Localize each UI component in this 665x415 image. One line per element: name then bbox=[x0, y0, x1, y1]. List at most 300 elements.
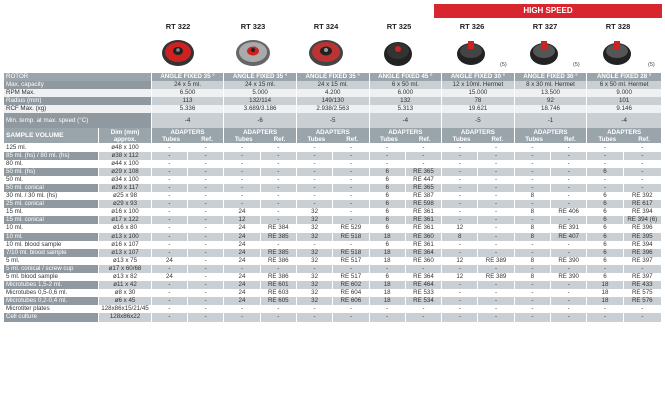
adapter-ref: - bbox=[478, 305, 514, 313]
rotor-rt324-image bbox=[307, 36, 345, 68]
tubes-count: - bbox=[224, 152, 260, 160]
sample-label: 50 ml. (hs) bbox=[4, 168, 99, 176]
tubes-count: 8 bbox=[514, 257, 550, 265]
adapter-ref: RE 605 bbox=[260, 297, 296, 305]
spec-value: 78 bbox=[442, 97, 515, 105]
tubes-count: 18 bbox=[369, 249, 405, 257]
tubes-count: - bbox=[514, 152, 550, 160]
adapter-ref: - bbox=[260, 208, 296, 216]
adapter-ref: - bbox=[260, 143, 296, 151]
spec-value: 5.000 bbox=[224, 89, 297, 97]
adapter-ref: RE 433 bbox=[623, 281, 661, 289]
sample-dimension: ø8 x 30 bbox=[99, 289, 151, 297]
tubes-count: 12 bbox=[442, 273, 478, 281]
sample-dimension: ø25 x 98 bbox=[99, 192, 151, 200]
sample-label: 125 ml. bbox=[4, 143, 99, 151]
tubes-count: - bbox=[369, 313, 405, 321]
tubes-count: 6 bbox=[587, 273, 623, 281]
tubes-count: 6 bbox=[369, 184, 405, 192]
adapter-ref: - bbox=[188, 216, 224, 224]
adapter-ref: - bbox=[405, 160, 441, 168]
adapter-ref: - bbox=[551, 297, 587, 305]
spec-label: Max. capacity bbox=[4, 81, 151, 89]
adapter-ref: - bbox=[188, 192, 224, 200]
spec-value: 19.621 bbox=[442, 105, 515, 113]
sample-row bbox=[4, 176, 662, 184]
tubes-count: 24 bbox=[151, 273, 187, 281]
tubes-count: - bbox=[296, 313, 332, 321]
tubes-count: - bbox=[296, 160, 332, 168]
sample-dimension: ø17 x 122 bbox=[99, 216, 151, 224]
adapter-ref: - bbox=[551, 176, 587, 184]
adapter-ref: RE 575 bbox=[623, 289, 661, 297]
spec-value: 12 x 10ml. Hermet bbox=[442, 81, 515, 89]
adapter-ref: - bbox=[551, 241, 587, 249]
adapter-ref: - bbox=[551, 249, 587, 257]
sample-row bbox=[4, 200, 662, 208]
tubes-count: 6 bbox=[587, 241, 623, 249]
ref-label: Ref. bbox=[638, 135, 650, 143]
sample-dimension: ø38 x 112 bbox=[99, 152, 151, 160]
sample-dimension: ø17 x 60/68 bbox=[99, 265, 151, 273]
sample-label: 80 ml. bbox=[4, 160, 99, 168]
adapter-ref: - bbox=[188, 257, 224, 265]
spec-value: -1 bbox=[514, 113, 587, 128]
adapter-ref: - bbox=[478, 200, 514, 208]
adapter-ref: RE 365 bbox=[405, 184, 441, 192]
tubes-count: - bbox=[587, 305, 623, 313]
spec-value: ANGLE FIXED 30 ° bbox=[514, 73, 587, 81]
adapter-ref: RE 361 bbox=[405, 241, 441, 249]
adapter-ref: - bbox=[478, 265, 514, 273]
spec-row bbox=[4, 81, 662, 89]
adapter-ref: - bbox=[188, 176, 224, 184]
tubes-count: - bbox=[442, 297, 478, 305]
tubes-count: - bbox=[151, 152, 187, 160]
adapter-ref: RE 396 bbox=[623, 249, 661, 257]
tubes-ref-labels bbox=[442, 136, 514, 143]
spec-label: ROTOR bbox=[4, 73, 151, 81]
tubes-count: 6 bbox=[369, 168, 405, 176]
ref-label: Ref. bbox=[418, 135, 431, 143]
tubes-count: - bbox=[151, 281, 187, 289]
tubes-label: Tubes bbox=[525, 135, 543, 143]
adapter-ref: RE 392 bbox=[623, 192, 661, 200]
tubes-count: 32 bbox=[296, 233, 332, 241]
adapter-ref: - bbox=[623, 143, 661, 151]
spec-value: 18.746 bbox=[514, 105, 587, 113]
sample-dimension: ø6 x 45 bbox=[99, 297, 151, 305]
spec-value: -5 bbox=[442, 113, 515, 128]
tubes-count: 18 bbox=[587, 281, 623, 289]
sample-label: 10 ml. bbox=[4, 233, 99, 241]
spec-value: -4 bbox=[151, 113, 224, 128]
tubes-count: - bbox=[369, 265, 405, 273]
tubes-count: 18 bbox=[369, 257, 405, 265]
tubes-count: - bbox=[442, 184, 478, 192]
tubes-count: - bbox=[442, 192, 478, 200]
tubes-count: - bbox=[587, 143, 623, 151]
adapter-ref: RE 390 bbox=[551, 273, 587, 281]
sample-row bbox=[4, 297, 662, 305]
tubes-count: 6 bbox=[369, 200, 405, 208]
adapter-ref: - bbox=[188, 241, 224, 249]
tubes-count: - bbox=[514, 143, 550, 151]
ref-label: Ref. bbox=[273, 135, 286, 143]
tubes-count: 6 bbox=[587, 224, 623, 232]
sample-dimension: 128x86x22 bbox=[99, 313, 151, 321]
tubes-count: - bbox=[514, 200, 550, 208]
adapter-ref: RE 394 bbox=[623, 241, 661, 249]
tubes-count: 6 bbox=[369, 224, 405, 232]
spec-value: -6 bbox=[224, 113, 297, 128]
adapter-ref: - bbox=[478, 216, 514, 224]
sample-volume-header bbox=[4, 128, 662, 143]
adapter-ref: RE 518 bbox=[333, 233, 369, 241]
spec-label: RPM Max. bbox=[4, 89, 151, 97]
sample-dimension: ø13 x 82 bbox=[99, 273, 151, 281]
tubes-count: - bbox=[224, 160, 260, 168]
tubes-count: - bbox=[587, 152, 623, 160]
rotor-rt325-image bbox=[381, 36, 415, 68]
sample-row bbox=[4, 224, 662, 232]
adapters-header bbox=[296, 128, 369, 143]
adapter-ref: RE 601 bbox=[260, 281, 296, 289]
tubes-count: - bbox=[151, 289, 187, 297]
tubes-count: - bbox=[442, 289, 478, 297]
tubes-label: Tubes bbox=[162, 135, 181, 143]
tubes-count: - bbox=[224, 143, 260, 151]
adapter-ref: - bbox=[551, 305, 587, 313]
spec-value: 149/130 bbox=[296, 97, 369, 105]
sample-dimension: ø13 x 100 bbox=[99, 233, 151, 241]
tubes-count: - bbox=[151, 168, 187, 176]
sample-row bbox=[4, 168, 662, 176]
sample-row bbox=[4, 152, 662, 160]
adapter-ref: - bbox=[623, 265, 661, 273]
adapters-label: ADAPTERS bbox=[607, 128, 642, 136]
ref-label: Ref. bbox=[491, 135, 504, 143]
tubes-count: 24 bbox=[224, 241, 260, 249]
ref-label: Ref. bbox=[201, 135, 213, 143]
sample-row bbox=[4, 192, 662, 200]
tubes-count: 6 bbox=[587, 249, 623, 257]
model-footnote: (5) bbox=[500, 62, 507, 68]
sample-row bbox=[4, 305, 662, 313]
spec-row bbox=[4, 89, 662, 97]
tubes-count: - bbox=[296, 192, 332, 200]
adapter-ref: - bbox=[478, 313, 514, 321]
adapters-header bbox=[514, 128, 587, 143]
adapter-ref: RE 397 bbox=[623, 257, 661, 265]
model-name: RT 323 bbox=[240, 22, 266, 31]
ref-label: Ref. bbox=[564, 135, 576, 143]
adapter-ref: - bbox=[188, 313, 224, 321]
tubes-count: 24 bbox=[224, 289, 260, 297]
spec-value: 101 bbox=[587, 97, 662, 105]
tubes-count: 24 bbox=[224, 233, 260, 241]
tubes-count: 32 bbox=[296, 224, 332, 232]
sample-dimension: ø29 x 117 bbox=[99, 184, 151, 192]
tubes-count: - bbox=[296, 152, 332, 160]
sample-row bbox=[4, 249, 662, 257]
adapter-ref: - bbox=[405, 152, 441, 160]
spec-row bbox=[4, 73, 662, 81]
adapter-ref: - bbox=[333, 241, 369, 249]
rotor-rt328-image bbox=[600, 36, 634, 68]
adapters-header bbox=[442, 128, 515, 143]
tubes-count: 6 bbox=[587, 233, 623, 241]
sample-dimension: ø16 x 100 bbox=[99, 208, 151, 216]
model-name: RT 324 bbox=[313, 22, 339, 31]
adapter-ref: - bbox=[551, 160, 587, 168]
tubes-count: - bbox=[296, 200, 332, 208]
sample-row bbox=[4, 273, 662, 281]
sample-row bbox=[4, 160, 662, 168]
tubes-count: - bbox=[442, 143, 478, 151]
tubes-count: - bbox=[514, 249, 550, 257]
tubes-count: 18 bbox=[369, 297, 405, 305]
tubes-count: 24 bbox=[151, 257, 187, 265]
spec-label: RCF Max. (xg) bbox=[4, 105, 151, 113]
tubes-count: - bbox=[587, 184, 623, 192]
spec-row bbox=[4, 105, 662, 113]
sample-dimension: ø29 x 108 bbox=[99, 168, 151, 176]
sample-label: Microtubes 1,5-2 ml. bbox=[4, 281, 99, 289]
adapter-ref: - bbox=[478, 224, 514, 232]
tubes-count: - bbox=[224, 168, 260, 176]
model-name: RT 322 bbox=[165, 22, 191, 31]
adapter-ref: RE 389 bbox=[478, 257, 514, 265]
tubes-count: - bbox=[224, 305, 260, 313]
tubes-count: - bbox=[151, 297, 187, 305]
tubes-count: 32 bbox=[296, 281, 332, 289]
sample-row bbox=[4, 281, 662, 289]
tubes-count: - bbox=[442, 241, 478, 249]
adapter-ref: - bbox=[478, 208, 514, 216]
adapter-ref: - bbox=[260, 152, 296, 160]
adapter-ref: - bbox=[478, 289, 514, 297]
adapter-ref: RE 386 bbox=[260, 257, 296, 265]
sample-dimension: ø29 x 93 bbox=[99, 200, 151, 208]
adapter-ref: RE 391 bbox=[551, 224, 587, 232]
adapter-ref: - bbox=[623, 160, 661, 168]
spec-value: ANGLE FIXED 35 ° bbox=[224, 73, 297, 81]
tubes-count: - bbox=[151, 233, 187, 241]
tubes-count: 18 bbox=[587, 289, 623, 297]
sample-dimension: ø13 x 107 bbox=[99, 249, 151, 257]
tubes-count: - bbox=[151, 208, 187, 216]
sample-dimension: ø11 x 42 bbox=[99, 281, 151, 289]
spec-value: 9.146 bbox=[587, 105, 662, 113]
adapter-ref: - bbox=[333, 160, 369, 168]
adapter-ref: - bbox=[188, 233, 224, 241]
adapter-ref: - bbox=[188, 265, 224, 273]
adapter-ref: - bbox=[188, 160, 224, 168]
adapter-ref: - bbox=[333, 152, 369, 160]
adapter-ref: - bbox=[333, 143, 369, 151]
adapter-ref: - bbox=[551, 192, 587, 200]
adapter-ref: - bbox=[623, 176, 661, 184]
adapter-ref: - bbox=[333, 305, 369, 313]
adapter-ref: - bbox=[551, 152, 587, 160]
spec-value: 5.336 bbox=[151, 105, 224, 113]
sample-label: 7/10 ml. blood sample bbox=[4, 249, 99, 257]
adapter-ref: RE 396 bbox=[623, 224, 661, 232]
spec-value: 24 x 15 ml. bbox=[296, 81, 369, 89]
tubes-count: 24 bbox=[224, 224, 260, 232]
sample-dimension: ø16 x 80 bbox=[99, 224, 151, 232]
spec-value: 2.938/2.563 bbox=[296, 105, 369, 113]
tubes-count: 6 bbox=[369, 176, 405, 184]
adapter-ref: RE 361 bbox=[405, 208, 441, 216]
tubes-count: - bbox=[442, 208, 478, 216]
adapter-ref: - bbox=[478, 241, 514, 249]
adapter-ref: - bbox=[260, 216, 296, 224]
adapter-ref: - bbox=[551, 200, 587, 208]
tubes-count: - bbox=[151, 184, 187, 192]
adapter-ref: - bbox=[333, 192, 369, 200]
adapter-ref: - bbox=[551, 265, 587, 273]
spec-value: 113 bbox=[151, 97, 224, 105]
adapter-ref: - bbox=[478, 160, 514, 168]
adapter-ref: RE 517 bbox=[333, 273, 369, 281]
sample-row bbox=[4, 265, 662, 273]
adapter-ref: RE 384 bbox=[260, 224, 296, 232]
tubes-count: - bbox=[587, 313, 623, 321]
tubes-count: - bbox=[442, 249, 478, 257]
tubes-count: 6 bbox=[369, 192, 405, 200]
tubes-count: - bbox=[151, 305, 187, 313]
adapter-ref: RE 447 bbox=[405, 176, 441, 184]
tubes-count: 32 bbox=[296, 273, 332, 281]
adapter-ref: - bbox=[188, 184, 224, 192]
adapter-ref: - bbox=[551, 289, 587, 297]
tubes-count: 32 bbox=[296, 216, 332, 224]
spec-value: 13.500 bbox=[514, 89, 587, 97]
adapter-ref: RE 617 bbox=[623, 200, 661, 208]
tubes-count: - bbox=[369, 143, 405, 151]
adapter-ref: - bbox=[623, 152, 661, 160]
sample-label: 5 ml. conical / screw cup bbox=[4, 265, 99, 273]
adapter-ref: - bbox=[333, 184, 369, 192]
tubes-count: 24 bbox=[224, 273, 260, 281]
adapters-label: ADAPTERS bbox=[170, 128, 205, 136]
adapter-ref: RE 529 bbox=[333, 224, 369, 232]
adapter-ref: RE 360 bbox=[405, 233, 441, 241]
adapter-ref: - bbox=[260, 192, 296, 200]
tubes-count: - bbox=[296, 184, 332, 192]
tubes-count: 32 bbox=[296, 208, 332, 216]
spec-label: Radius (mm) bbox=[4, 97, 151, 105]
tubes-count: 18 bbox=[369, 281, 405, 289]
adapter-ref: - bbox=[623, 168, 661, 176]
adapter-ref: - bbox=[478, 168, 514, 176]
adapter-ref: - bbox=[478, 297, 514, 305]
tubes-count: - bbox=[151, 241, 187, 249]
adapter-ref: - bbox=[478, 152, 514, 160]
adapter-ref: - bbox=[405, 265, 441, 273]
adapter-ref: - bbox=[333, 176, 369, 184]
adapter-ref: - bbox=[260, 313, 296, 321]
adapter-ref: RE 603 bbox=[260, 289, 296, 297]
tubes-count: - bbox=[442, 176, 478, 184]
sample-row bbox=[4, 257, 662, 265]
sample-label: 30 ml. / 30 ml. (hs) bbox=[4, 192, 99, 200]
tubes-count: 12 bbox=[442, 257, 478, 265]
sample-row bbox=[4, 208, 662, 216]
tubes-count: 6 bbox=[587, 168, 623, 176]
tubes-count: - bbox=[514, 281, 550, 289]
adapter-ref: RE 385 bbox=[260, 249, 296, 257]
adapter-ref: RE 397 bbox=[623, 273, 661, 281]
sample-label: 5 ml. bbox=[4, 257, 99, 265]
adapters-label: ADAPTERS bbox=[388, 128, 423, 136]
sample-row bbox=[4, 241, 662, 249]
tubes-count: 8 bbox=[442, 233, 478, 241]
sample-row bbox=[4, 184, 662, 192]
tubes-count: - bbox=[151, 249, 187, 257]
sample-row bbox=[4, 313, 662, 321]
adapter-ref: RE 394 (6) bbox=[623, 216, 661, 224]
sample-volume-title: SAMPLE VOLUME bbox=[4, 128, 99, 143]
sample-dimension: ø48 x 100 bbox=[99, 143, 151, 151]
adapter-ref: - bbox=[478, 281, 514, 289]
sample-label: 50 ml. conical bbox=[4, 184, 99, 192]
spec-value: 9.000 bbox=[587, 89, 662, 97]
tubes-count: - bbox=[442, 168, 478, 176]
adapter-ref: - bbox=[260, 305, 296, 313]
sample-label: 50 ml. bbox=[4, 176, 99, 184]
spec-value: ANGLE FIXED 28 ° bbox=[587, 73, 662, 81]
spec-value: -5 bbox=[296, 113, 369, 128]
adapter-ref: - bbox=[478, 192, 514, 200]
tubes-count: - bbox=[151, 313, 187, 321]
spec-value: 132/114 bbox=[224, 97, 297, 105]
tubes-count: 6 bbox=[587, 257, 623, 265]
tubes-count: 6 bbox=[369, 273, 405, 281]
model-footnote: (5) bbox=[573, 62, 580, 68]
tubes-count: - bbox=[224, 176, 260, 184]
adapter-ref: RE 389 bbox=[478, 273, 514, 281]
tubes-count: - bbox=[514, 289, 550, 297]
spec-value: ANGLE FIXED 35 ° bbox=[296, 73, 369, 81]
spec-value: -4 bbox=[587, 113, 662, 128]
adapters-header bbox=[151, 128, 224, 143]
tubes-count: 12 bbox=[224, 216, 260, 224]
tubes-label: Tubes bbox=[380, 135, 398, 143]
sample-row bbox=[4, 216, 662, 224]
adapter-ref: RE 534 bbox=[405, 297, 441, 305]
sample-label: 15 ml. bbox=[4, 208, 99, 216]
sample-row bbox=[4, 289, 662, 297]
adapter-ref: - bbox=[478, 176, 514, 184]
adapter-ref: - bbox=[551, 143, 587, 151]
sample-label: 5 ml. blood sample bbox=[4, 273, 99, 281]
tubes-ref-labels bbox=[587, 136, 661, 143]
tubes-label: Tubes bbox=[307, 135, 326, 143]
tubes-count: - bbox=[442, 281, 478, 289]
tubes-count: 6 bbox=[369, 241, 405, 249]
adapter-ref: - bbox=[188, 200, 224, 208]
tubes-count: 18 bbox=[369, 233, 405, 241]
tubes-count: - bbox=[442, 200, 478, 208]
ref-label: Ref. bbox=[346, 135, 358, 143]
spec-value: ANGLE FIXED 30 ° bbox=[442, 73, 515, 81]
tubes-count: - bbox=[296, 143, 332, 151]
adapter-ref: - bbox=[188, 273, 224, 281]
tubes-count: 24 bbox=[224, 281, 260, 289]
